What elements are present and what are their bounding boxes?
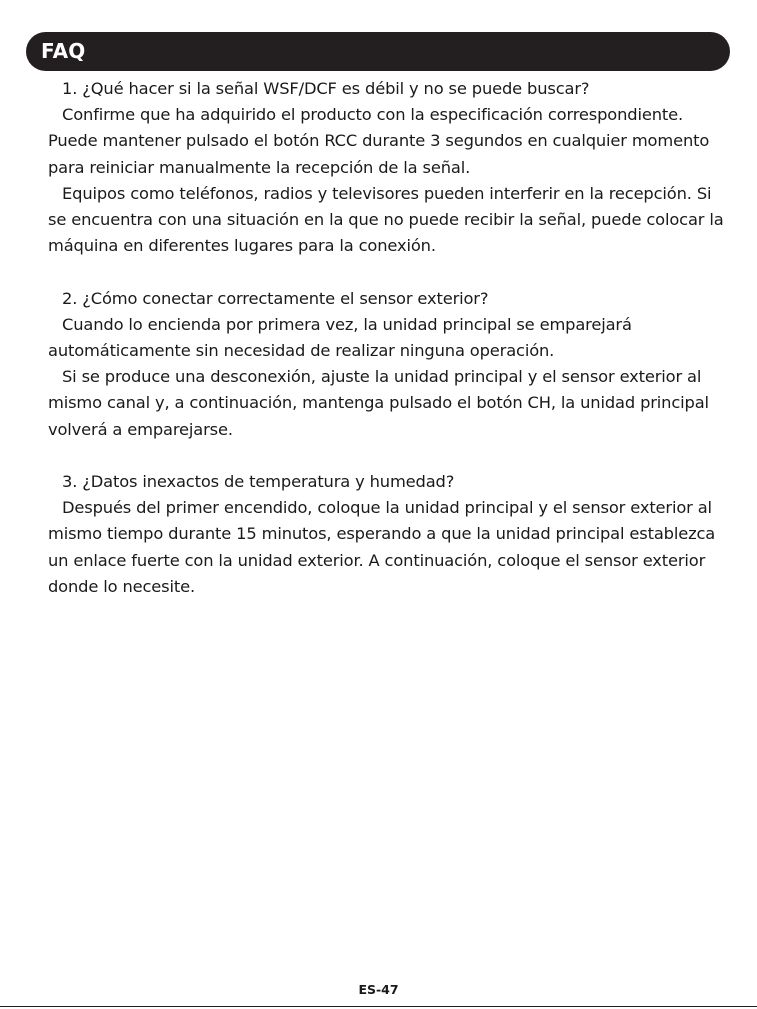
section-spacer — [48, 259, 732, 285]
section-spacer — [48, 443, 732, 469]
faq-question-1: 1. ¿Qué hacer si la señal WSF/DCF es débil y no se puede buscar? — [62, 79, 590, 98]
faq-answer-2-paragraph-2: Si se produce una desconexión, ajuste la unidad principal y el sensor exterior al mismo canal y, a continuación, mantenga pulsado el botón CH, la unidad principal volverá a emparejarse. — [48, 367, 709, 439]
faq-answer-2-paragraph-1: Cuando lo encienda por primera vez, la unidad principal se emparejará automáticamente sin necesidad de realizar ninguna operación. — [48, 314, 632, 361]
faq-header-bar — [26, 32, 730, 71]
faq-section-3 — [48, 469, 732, 600]
faq-question-3: 3. ¿Datos inexactos de temperatura y humedad? — [62, 472, 455, 492]
faq-answer-1-paragraph-2: Equipos como teléfonos, radios y televisores pueden interferir en la recepción. Si se encuentra con una situación en la que no puede recibir la señal, puede colocar la máquina en diferentes lugares para la conexión. — [48, 183, 724, 256]
faq-answer-1-paragraph-1: Confirme que ha adquirido el producto con la especificación correspondiente. Puede mantener pulsado el botón RCC durante 3 segundos en cualquier momento para reiniciar manualmente la recepción de la señal. — [48, 105, 710, 177]
faq-question-2: 2. ¿Cómo conectar correctamente el sensor exterior? — [62, 288, 489, 308]
page-title: FAQ — [41, 39, 86, 63]
faq-content — [48, 76, 732, 600]
bottom-divider — [0, 1006, 757, 1007]
faq-answer-3-paragraph-1: Después del primer encendido, coloque la unidad principal y el sensor exterior al mismo tiempo durante 15 minutos, esperando a que la unidad principal establezca un enlace fuerte con la unidad exterior. A continuación, coloque el sensor exterior donde lo necesite. — [48, 498, 716, 596]
faq-section-1 — [48, 76, 732, 259]
page-number: ES-47 — [358, 982, 399, 997]
faq-section-2 — [48, 286, 732, 443]
